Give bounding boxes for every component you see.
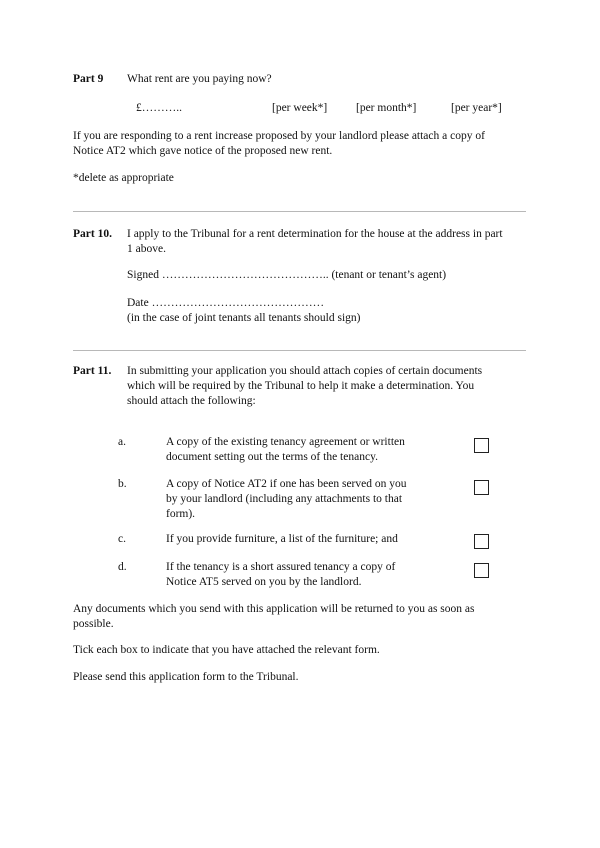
return-note-line: Any documents which you send with this application will be returned to you as soon as <box>73 603 475 615</box>
item-b-line: A copy of Notice AT2 if one has been served on you <box>166 478 407 490</box>
signature-field[interactable]: Signed …………………………………….. (tenant or tenant’s agent) <box>127 269 447 281</box>
return-note-line: possible. <box>73 618 114 630</box>
tick-note: Tick each box to indicate that you have attached the relevant form. <box>73 644 380 656</box>
item-d-letter: d. <box>118 561 127 573</box>
rent-amount-field[interactable]: £……….. <box>136 102 182 114</box>
section-divider <box>73 350 526 351</box>
item-a-letter: a. <box>118 436 126 448</box>
part9-note-line: Notice AT2 which gave notice of the proposed new rent. <box>73 145 333 157</box>
item-c-line: If you provide furniture, a list of the furniture; and <box>166 533 398 545</box>
item-a-checkbox[interactable] <box>474 438 489 453</box>
part9-note <box>73 129 533 159</box>
part11-label: Part 11. <box>73 365 112 377</box>
part11-intro-line: which will be required by the Tribunal to help it make a determination. You <box>127 380 475 392</box>
item-c-text <box>166 532 436 547</box>
per-month-option[interactable]: [per month*] <box>356 102 417 114</box>
item-d-text <box>166 560 436 590</box>
item-a-line: document setting out the terms of the tenancy. <box>166 451 378 463</box>
delete-note: *delete as appropriate <box>73 172 174 184</box>
part11-intro-line: In submitting your application you should attach copies of certain documents <box>127 365 483 377</box>
return-note <box>73 602 533 632</box>
item-d-checkbox[interactable] <box>474 563 489 578</box>
date-field[interactable]: Date ……………………………………… <box>127 297 325 309</box>
part11-intro <box>127 364 537 409</box>
part10-text-line: 1 above. <box>127 243 166 255</box>
part9-question: What rent are you paying now? <box>127 73 272 85</box>
item-d-line: If the tenancy is a short assured tenancy a copy of <box>166 561 396 573</box>
item-b-line: by your landlord (including any attachments to that <box>166 493 403 505</box>
per-week-option[interactable]: [per week*] <box>272 102 328 114</box>
item-c-letter: c. <box>118 533 126 545</box>
item-b-line: form). <box>166 508 196 520</box>
section-divider <box>73 211 526 212</box>
part9-label: Part 9 <box>73 73 104 85</box>
item-b-text <box>166 477 436 522</box>
item-b-letter: b. <box>118 478 127 490</box>
per-year-option[interactable]: [per year*] <box>451 102 502 114</box>
part9-note-line: If you are responding to a rent increase proposed by your landlord please attach a copy of <box>73 130 485 142</box>
joint-tenants-note: (in the case of joint tenants all tenants should sign) <box>127 312 361 324</box>
item-d-line: Notice AT5 served on you by the landlord. <box>166 576 362 588</box>
item-a-line: A copy of the existing tenancy agreement or written <box>166 436 405 448</box>
part10-text <box>127 227 537 257</box>
part10-text-line: I apply to the Tribunal for a rent determination for the house at the address in part <box>127 228 503 240</box>
item-a-text <box>166 435 436 465</box>
part10-label: Part 10. <box>73 228 112 240</box>
item-b-checkbox[interactable] <box>474 480 489 495</box>
item-c-checkbox[interactable] <box>474 534 489 549</box>
send-note: Please send this application form to the Tribunal. <box>73 671 299 683</box>
part11-intro-line: should attach the following: <box>127 395 256 407</box>
